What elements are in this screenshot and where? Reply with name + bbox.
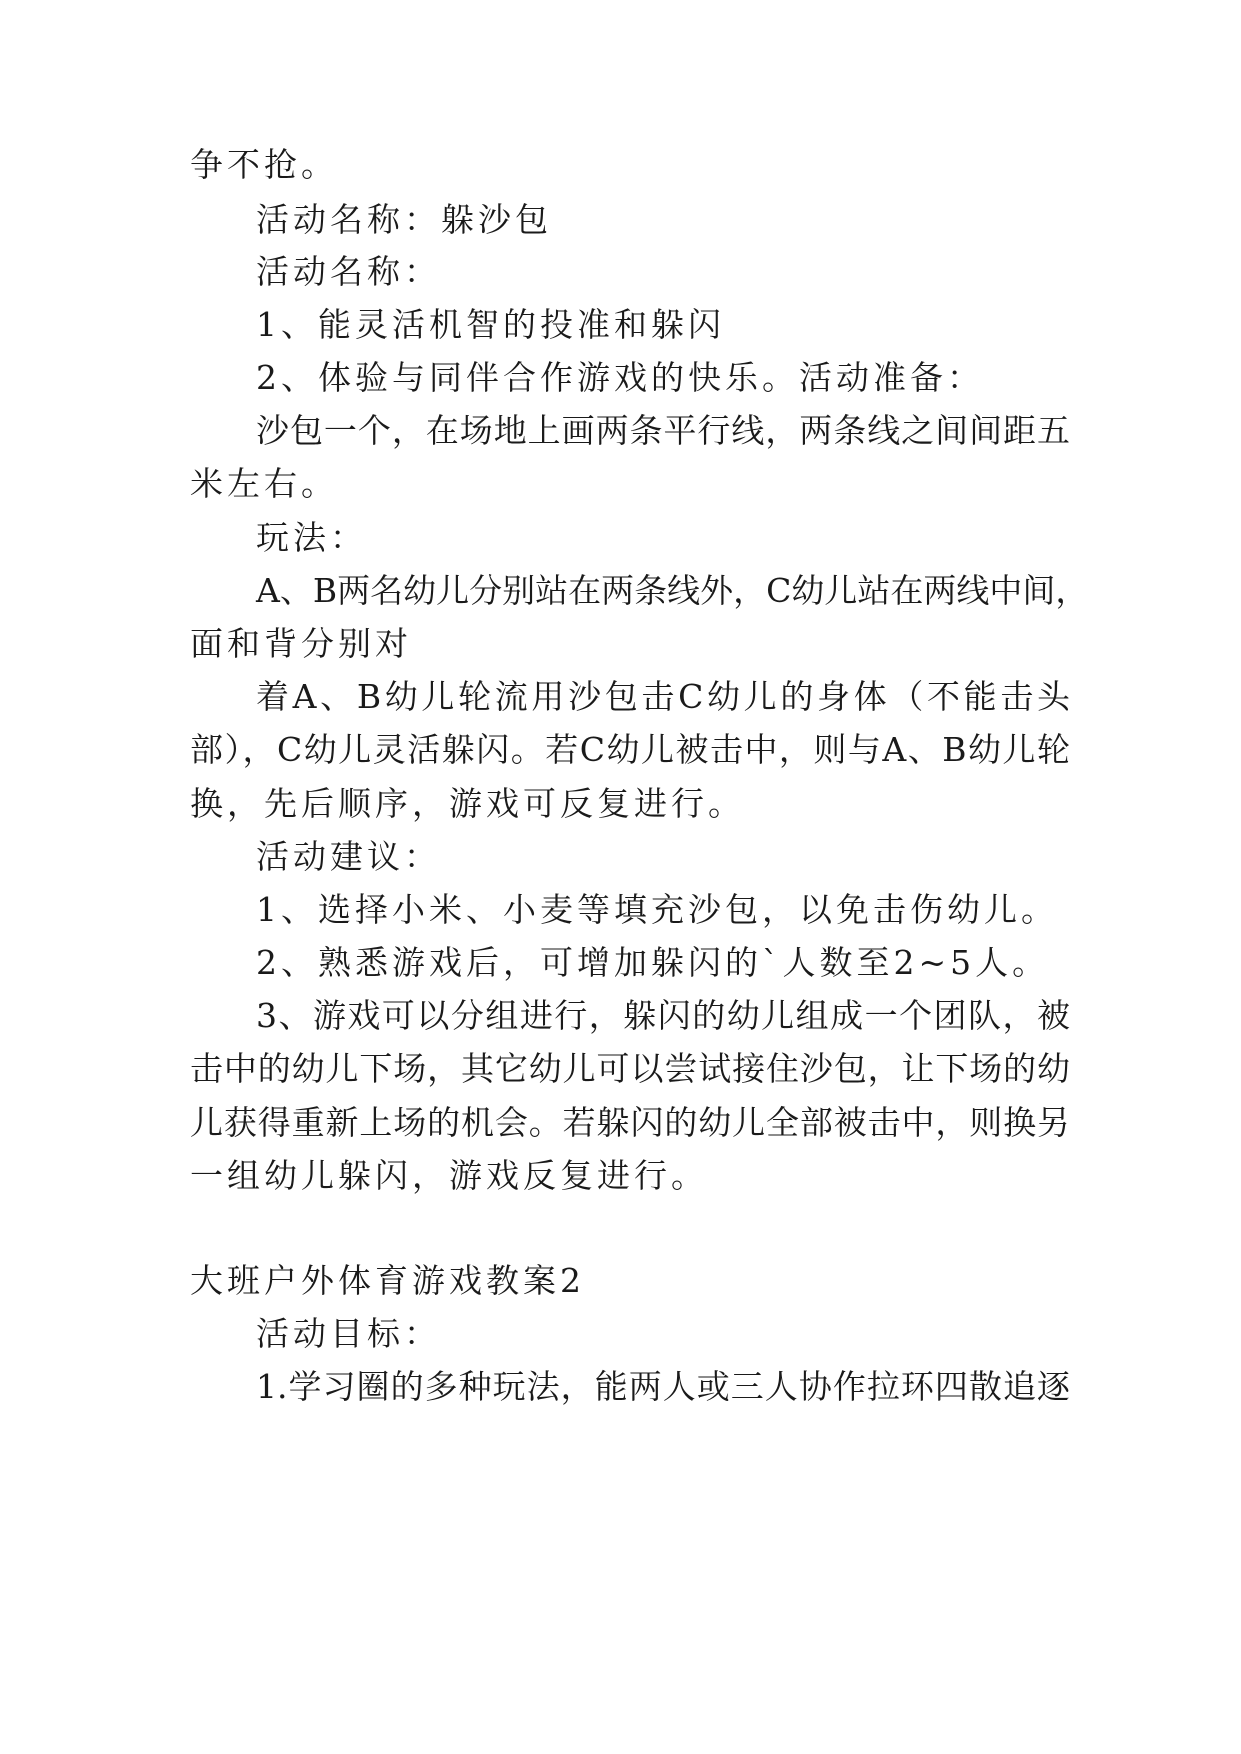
text-line: 米左右。 bbox=[190, 464, 338, 503]
text-line: 1.学习圈的多种玩法，能两人或三人协作拉环四散追逐 bbox=[256, 1367, 1070, 1406]
text-line: 换，先后顺序，游戏可反复进行。 bbox=[190, 784, 745, 823]
text-line: 1、能灵活机智的投准和躲闪 bbox=[256, 305, 725, 344]
text-line: 沙包一个，在场地上画两条平行线，两条线之间间距五 bbox=[256, 411, 1070, 450]
text-line: 2、熟悉游戏后，可增加躲闪的`人数至2~5人。 bbox=[256, 943, 1050, 982]
text-line: A、B两名幼儿分别站在两条线外，C幼儿站在两线中间， bbox=[256, 571, 1089, 610]
text-line: 3、游戏可以分组进行，躲闪的幼儿组成一个团队，被 bbox=[256, 996, 1070, 1035]
text-line: 1、选择小米、小麦等填充沙包，以免击伤幼儿。 bbox=[256, 890, 1058, 929]
text-line: 儿获得重新上场的机会。若躲闪的幼儿全部被击中，则换另 bbox=[190, 1103, 1070, 1142]
text-line: 着A、B幼儿轮流用沙包击C幼儿的身体（不能击头 bbox=[256, 677, 1070, 716]
text-line: 活动名称： bbox=[256, 252, 441, 291]
text-line: 活动建议： bbox=[256, 837, 441, 876]
section-heading: 大班户外体育游戏教案2 bbox=[190, 1261, 585, 1300]
text-line: 争不抢。 bbox=[190, 145, 338, 184]
text-line: 面和背分别对 bbox=[190, 624, 412, 663]
text-line: 击中的幼儿下场，其它幼儿可以尝试接住沙包，让下场的幼 bbox=[190, 1049, 1070, 1088]
text-line: 活动目标： bbox=[256, 1314, 441, 1353]
text-line: 一组幼儿躲闪，游戏反复进行。 bbox=[190, 1156, 708, 1195]
text-line: 部），C幼儿灵活躲闪。若C幼儿被击中，则与A、B幼儿轮 bbox=[190, 730, 1070, 769]
text-line: 活动名称：躲沙包 bbox=[256, 200, 552, 239]
text-line: 2、体验与同伴合作游戏的快乐。活动准备： bbox=[256, 358, 984, 397]
text-line: 玩法： bbox=[256, 518, 367, 557]
